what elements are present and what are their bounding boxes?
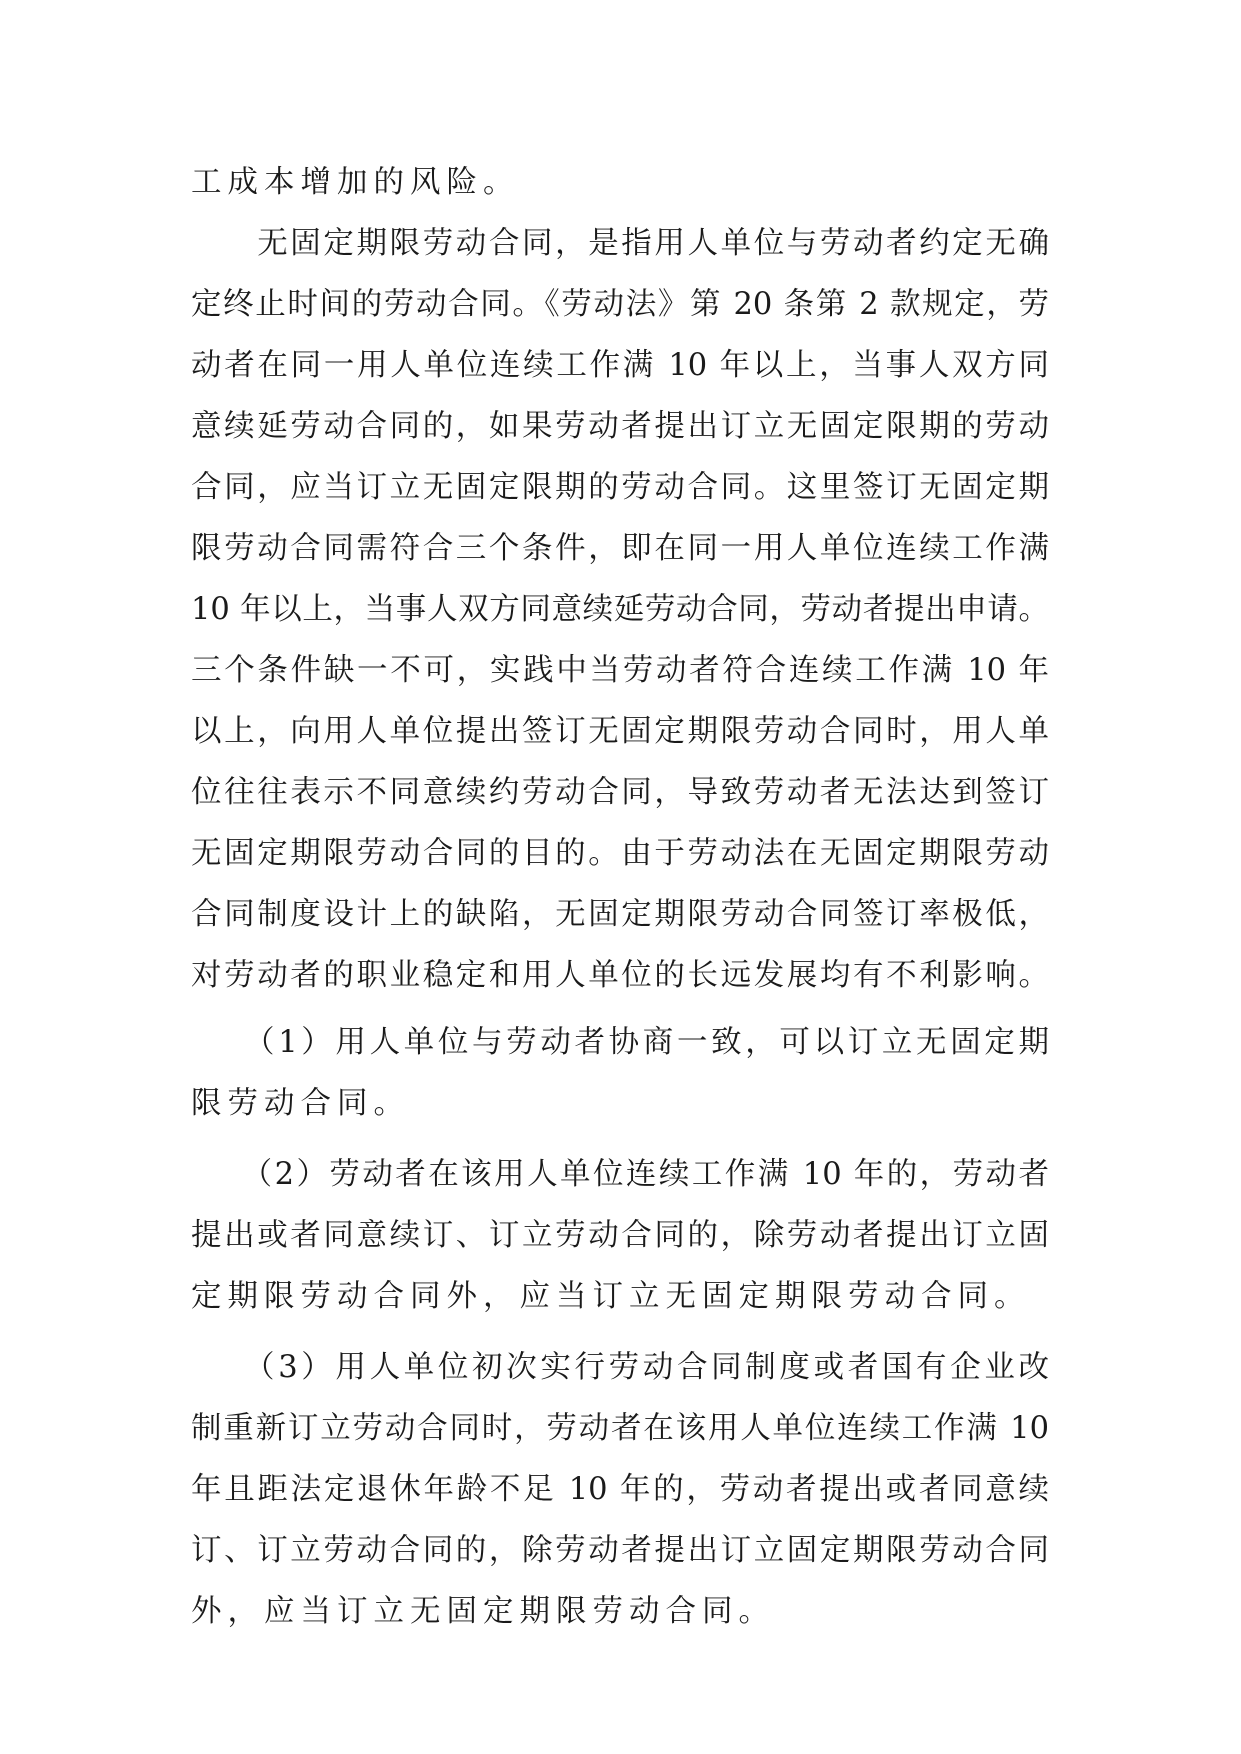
text-line: （1）用人单位与劳动者协商一致，可以订立无固定期	[191, 1025, 1049, 1060]
text-line: 限劳动合同需符合三个条件，即在同一用人单位连续工作满	[191, 531, 1049, 566]
text-line: 10 年以上，当事人双方同意续延劳动合同，劳动者提出申请。	[191, 592, 1049, 627]
text-line: 三个条件缺一不可，实践中当劳动者符合连续工作满 10 年	[191, 653, 1049, 688]
text-line: 合同制度设计上的缺陷，无固定期限劳动合同签订率极低，	[191, 897, 1049, 932]
text-line: 定终止时间的劳动合同。《劳动法》第 20 条第 2 款规定，劳	[191, 287, 1049, 322]
text-line: 意续延劳动合同的，如果劳动者提出订立无固定限期的劳动	[191, 409, 1049, 444]
text-line: 以上，向用人单位提出签订无固定期限劳动合同时，用人单	[191, 714, 1049, 749]
text-line: 位往往表示不同意续约劳动合同，导致劳动者无法达到签订	[191, 775, 1049, 810]
text-line: 工成本增加的风险。	[191, 165, 520, 200]
body-text	[191, 152, 1049, 1642]
text-line: 订、订立劳动合同的，除劳动者提出订立固定期限劳动合同	[191, 1533, 1049, 1568]
text-line: 定期限劳动合同外，应当订立无固定期限劳动合同。	[191, 1279, 1031, 1314]
text-line: 无固定期限劳动合同，是指用人单位与劳动者约定无确	[191, 226, 1049, 261]
text-line: 合同，应当订立无固定限期的劳动合同。这里签订无固定期	[191, 470, 1049, 505]
text-line: 提出或者同意续订、订立劳动合同的，除劳动者提出订立固	[191, 1218, 1049, 1253]
text-line: 年且距法定退休年龄不足 10 年的，劳动者提出或者同意续	[191, 1472, 1049, 1507]
text-line: 限劳动合同。	[191, 1086, 410, 1121]
text-line: （3）用人单位初次实行劳动合同制度或者国有企业改	[191, 1350, 1049, 1385]
text-line: 对劳动者的职业稳定和用人单位的长远发展均有不利影响。	[191, 958, 1049, 993]
text-line: 制重新订立劳动合同时，劳动者在该用人单位连续工作满 10	[191, 1411, 1049, 1446]
text-line: （2）劳动者在该用人单位连续工作满 10 年的，劳动者	[191, 1157, 1049, 1192]
text-line: 无固定期限劳动合同的目的。由于劳动法在无固定期限劳动	[191, 836, 1049, 871]
text-line: 动者在同一用人单位连续工作满 10 年以上，当事人双方同	[191, 348, 1049, 383]
text-line: 外，应当订立无固定期限劳动合同。	[191, 1594, 775, 1629]
